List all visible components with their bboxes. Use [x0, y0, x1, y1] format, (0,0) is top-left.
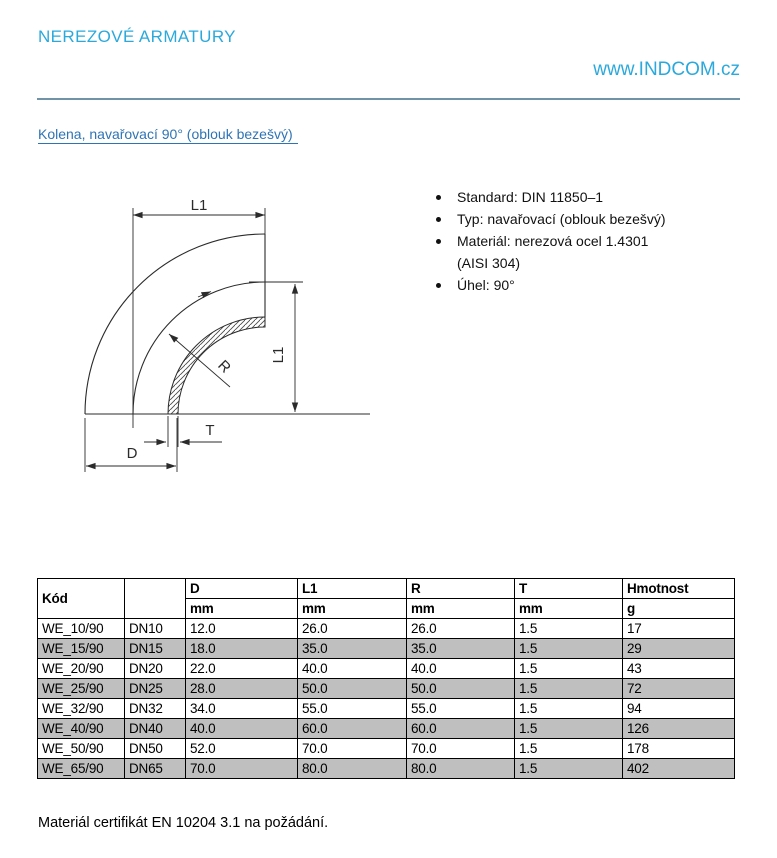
cell-t: 1.5: [515, 619, 623, 639]
cell-r: 35.0: [407, 639, 515, 659]
cell-dn: DN20: [125, 659, 186, 679]
col-header-empty: [125, 579, 186, 619]
table-row: [38, 679, 735, 699]
cell-l1: 35.0: [298, 639, 407, 659]
cell-kod: WE_50/90: [38, 739, 125, 759]
cell-r: 60.0: [407, 719, 515, 739]
col-header-l1: L1: [298, 579, 407, 599]
unit-mm: mm: [407, 599, 515, 619]
cell-d: 22.0: [186, 659, 298, 679]
cell-kod: WE_32/90: [38, 699, 125, 719]
cell-t: 1.5: [515, 759, 623, 779]
cell-d: 52.0: [186, 739, 298, 759]
cell-l1: 50.0: [298, 679, 407, 699]
table-row: [38, 619, 735, 639]
table-row: [38, 659, 735, 679]
cell-r: 50.0: [407, 679, 515, 699]
cell-dn: DN10: [125, 619, 186, 639]
spec-item-standard: [430, 186, 730, 208]
bullet-icon: [436, 217, 441, 222]
cell-t: 1.5: [515, 679, 623, 699]
certificate-note: Materiál certifikát EN 10204 3.1 na požádání.: [38, 815, 329, 831]
cell-g: 402: [623, 759, 735, 779]
spec-text: Materiál: nerezová ocel 1.4301: [457, 233, 649, 249]
label-r: R: [214, 356, 235, 377]
cell-kod: WE_10/90: [38, 619, 125, 639]
cell-g: 29: [623, 639, 735, 659]
cell-l1: 26.0: [298, 619, 407, 639]
table-row: [38, 739, 735, 759]
spec-text: Standard: DIN 11850–1: [457, 189, 604, 205]
cell-l1: 55.0: [298, 699, 407, 719]
cell-kod: WE_20/90: [38, 659, 125, 679]
table-row: [38, 759, 735, 779]
cell-dn: DN25: [125, 679, 186, 699]
unit-g: g: [623, 599, 735, 619]
label-d: D: [126, 445, 138, 462]
cell-t: 1.5: [515, 719, 623, 739]
cell-dn: DN32: [125, 699, 186, 719]
unit-mm: mm: [186, 599, 298, 619]
table-row: [38, 699, 735, 719]
col-header-kod: Kód: [38, 579, 125, 619]
cell-d: 34.0: [186, 699, 298, 719]
cell-l1: 80.0: [298, 759, 407, 779]
cell-l1: 70.0: [298, 739, 407, 759]
cell-t: 1.5: [515, 639, 623, 659]
col-header-r: R: [407, 579, 515, 599]
unit-mm: mm: [298, 599, 407, 619]
cell-r: 80.0: [407, 759, 515, 779]
bullet-icon: [436, 195, 441, 200]
website-url: www.INDCOM.cz: [593, 59, 740, 80]
spec-item-typ: [430, 208, 730, 230]
spec-list: [430, 186, 730, 296]
cell-kod: WE_15/90: [38, 639, 125, 659]
cell-d: 28.0: [186, 679, 298, 699]
cell-d: 18.0: [186, 639, 298, 659]
cell-l1: 40.0: [298, 659, 407, 679]
section-link[interactable]: Kolena, navařovací 90° (oblouk bezešvý): [38, 126, 298, 144]
cell-t: 1.5: [515, 699, 623, 719]
spec-text: Úhel: 90°: [457, 277, 515, 293]
elbow-technical-drawing: [70, 185, 410, 490]
header-divider: [37, 98, 740, 100]
cell-dn: DN65: [125, 759, 186, 779]
cell-l1: 60.0: [298, 719, 407, 739]
bullet-icon: [436, 239, 441, 244]
table-header-row: [38, 579, 735, 599]
page-title: NEREZOVÉ ARMATURY: [38, 27, 236, 46]
unit-mm: mm: [515, 599, 623, 619]
spec-text: Typ: navařovací (oblouk bezešvý): [457, 211, 666, 227]
table-row: [38, 639, 735, 659]
cell-t: 1.5: [515, 739, 623, 759]
cell-r: 55.0: [407, 699, 515, 719]
col-header-d: D: [186, 579, 298, 599]
cell-dn: DN15: [125, 639, 186, 659]
spec-item-uhel: [430, 274, 730, 296]
cell-dn: DN40: [125, 719, 186, 739]
cell-g: 94: [623, 699, 735, 719]
cell-r: 40.0: [407, 659, 515, 679]
cell-d: 70.0: [186, 759, 298, 779]
label-l1-right: L1: [270, 346, 287, 364]
dimensions-table: [37, 578, 735, 779]
cell-d: 40.0: [186, 719, 298, 739]
spec-item-material: [430, 230, 730, 274]
table-row: [38, 719, 735, 739]
cell-g: 43: [623, 659, 735, 679]
cell-g: 178: [623, 739, 735, 759]
col-header-hmotnost: Hmotnost: [623, 579, 735, 599]
cell-t: 1.5: [515, 659, 623, 679]
cell-g: 72: [623, 679, 735, 699]
cell-d: 12.0: [186, 619, 298, 639]
col-header-t: T: [515, 579, 623, 599]
bullet-icon: [436, 283, 441, 288]
cell-r: 70.0: [407, 739, 515, 759]
elbow-drawing-svg: [70, 185, 410, 490]
cell-kod: WE_25/90: [38, 679, 125, 699]
cell-kod: WE_65/90: [38, 759, 125, 779]
label-t: T: [205, 422, 215, 439]
cell-kod: WE_40/90: [38, 719, 125, 739]
cell-g: 17: [623, 619, 735, 639]
cell-dn: DN50: [125, 739, 186, 759]
cell-r: 26.0: [407, 619, 515, 639]
cell-g: 126: [623, 719, 735, 739]
label-l1-top: L1: [190, 197, 208, 214]
spec-text-wrap: (AISI 304): [457, 255, 521, 271]
